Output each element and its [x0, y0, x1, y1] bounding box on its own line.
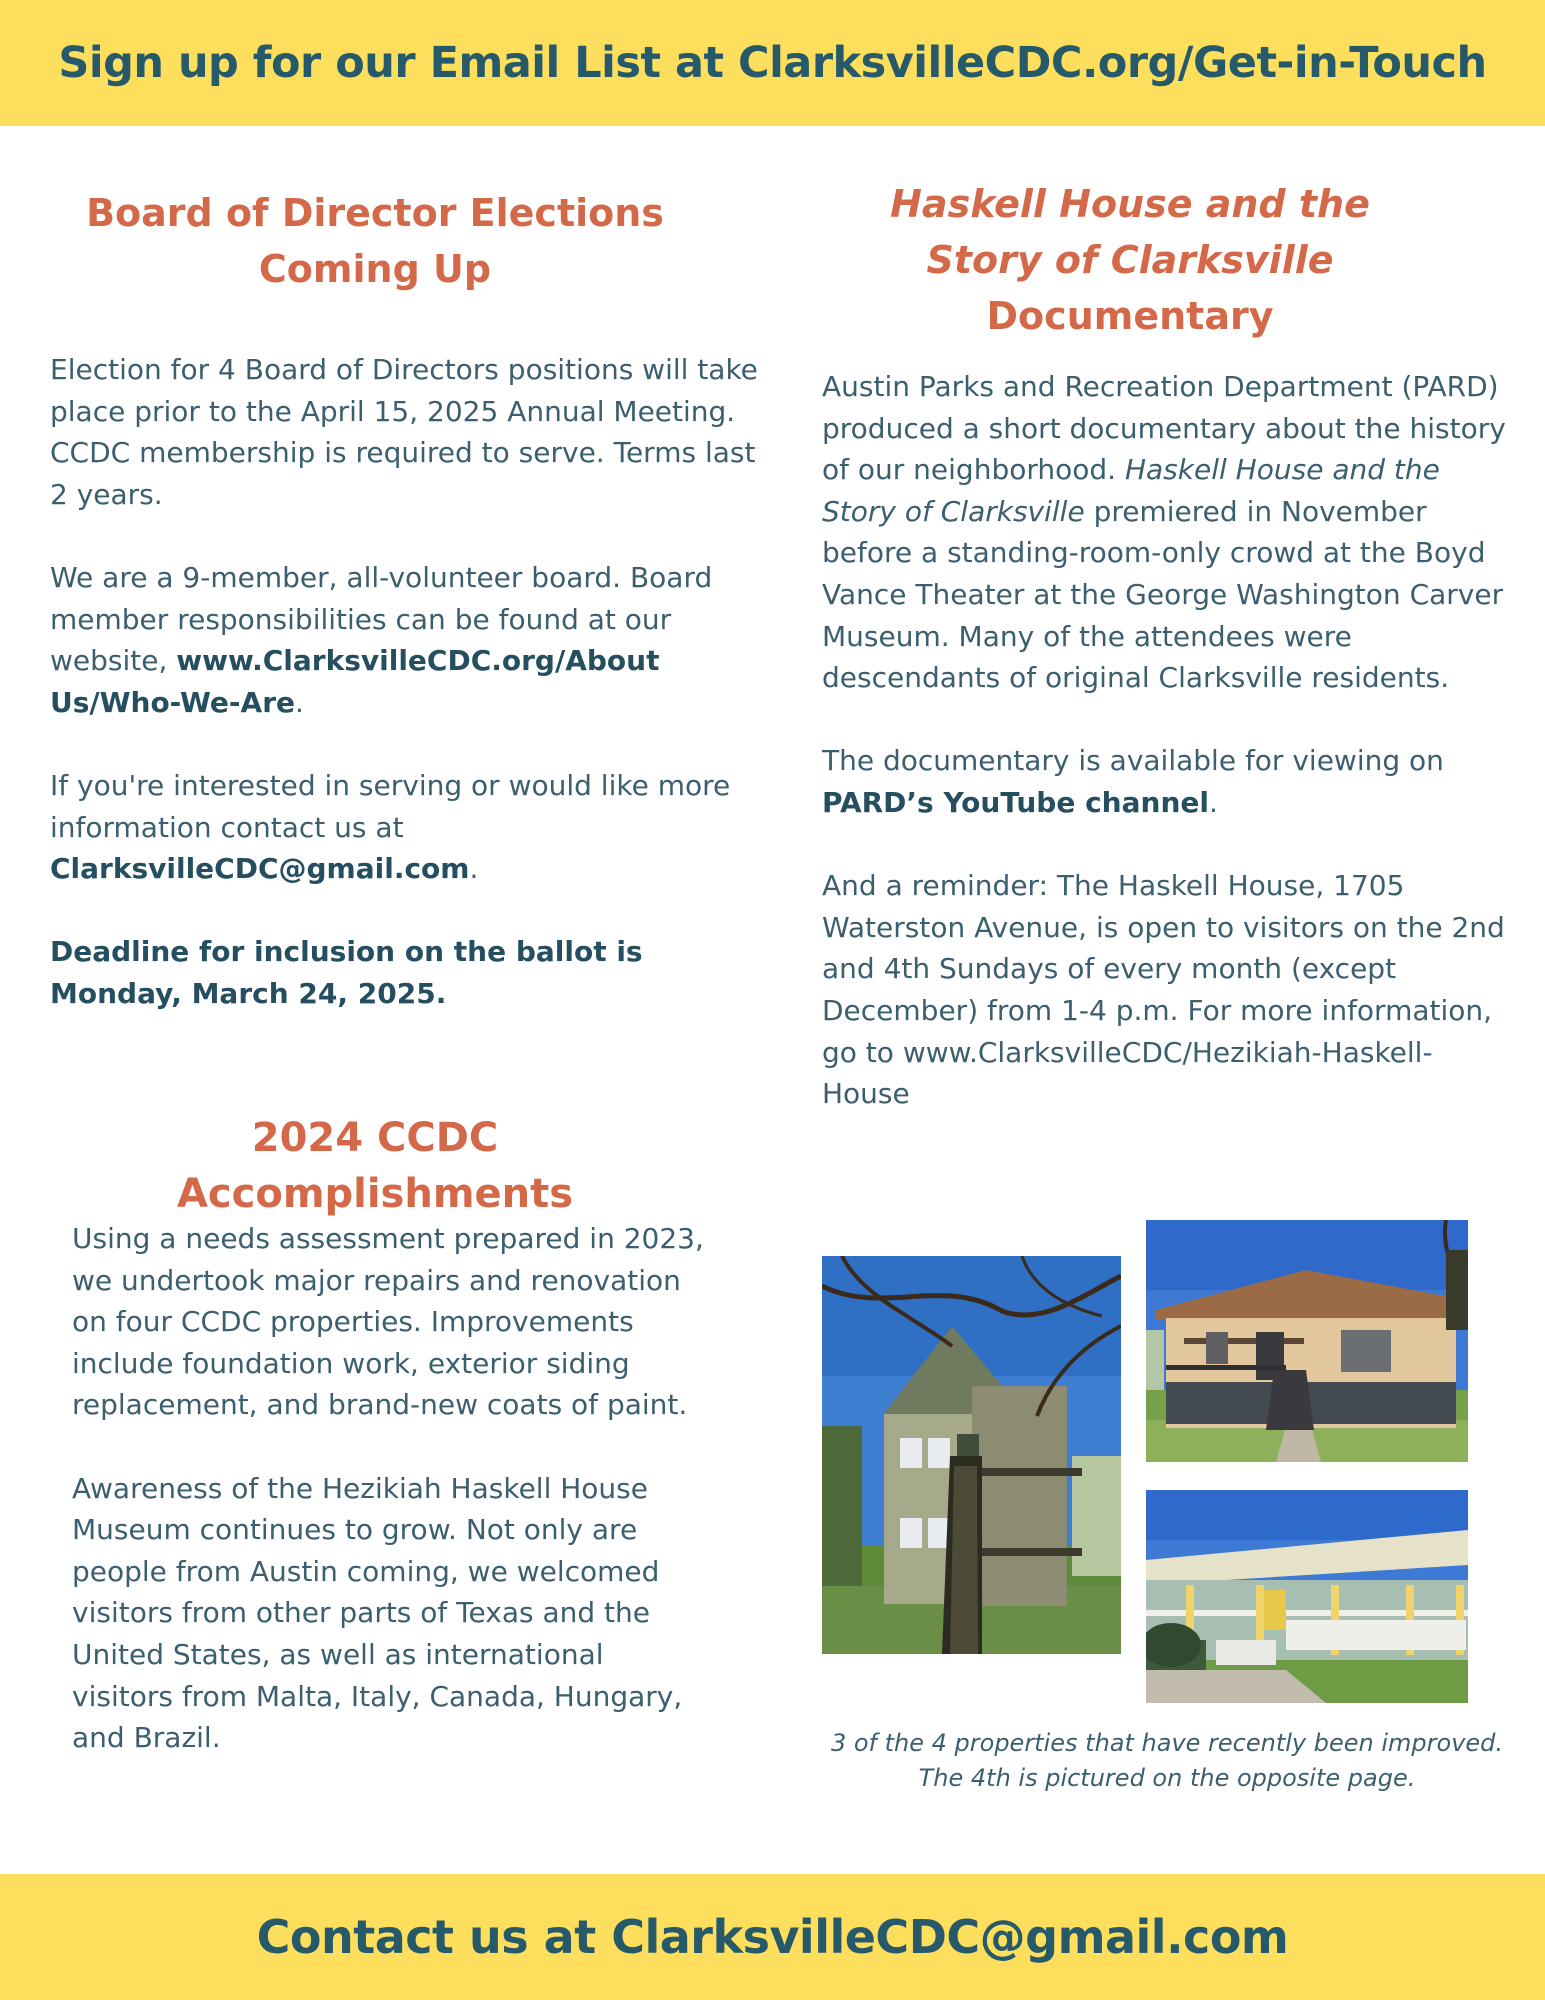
board-p2-end: . — [295, 685, 304, 719]
haskell-p2-end: . — [1208, 785, 1218, 819]
board-p2-text: We are a 9-member, all-volunteer board. Board member responsibilities can be found at our website, — [50, 560, 713, 678]
board-elections-heading — [50, 185, 700, 297]
haskell-heading-line1: Haskell House and the — [890, 182, 1370, 226]
board-paragraph-2 — [50, 557, 770, 723]
haskell-paragraph-3: And a reminder: The Haskell House, 1705 Waterston Avenue, is open to visitors on the 2nd and 4th Sundays of every month (except December) from 1-4 p.m. For more information, go to www.ClarksvilleCDC/Hezikiah-Haskell-House — [822, 869, 1505, 1111]
tan-bungalow-image — [1146, 1220, 1468, 1462]
contact-email-link[interactable]: ClarksvilleCDC@gmail.com — [50, 852, 470, 886]
accomplishments-body — [72, 1218, 712, 1759]
board-elections-body — [50, 349, 770, 1015]
haskell-documentary-body — [822, 366, 1512, 1115]
haskell-heading-line2: Story of Clarksville — [926, 238, 1334, 282]
contact-email-text[interactable]: Contact us at ClarksvilleCDC@gmail.com — [256, 1910, 1289, 1964]
email-signup-text[interactable]: Sign up for our Email List at ClarksvilleCDC.org/Get-in-Touch — [58, 38, 1487, 88]
green-porch-house-image — [1146, 1490, 1468, 1703]
board-paragraph-1: Election for 4 Board of Directors positions will take place prior to the April 15, 2025 Annual Meeting. CCDC membership is required to serve. Terms last 2 years. — [50, 353, 758, 511]
board-p3-end: . — [469, 852, 479, 886]
property-photo-two-story — [822, 1256, 1121, 1654]
haskell-heading-line3: Documentary — [986, 294, 1274, 338]
accomplishments-heading-text: 2024 CCDC Accomplishments — [176, 1115, 574, 1217]
board-heading-line2: Coming Up — [258, 247, 492, 291]
haskell-documentary-heading — [830, 176, 1430, 344]
haskell-paragraph-1 — [822, 366, 1512, 699]
who-we-are-link[interactable]: www.ClarksvilleCDC.org/About Us/Who-We-Are — [50, 644, 660, 719]
board-heading-line1: Board of Director Elections — [86, 191, 664, 235]
caption-line2: The 4th is pictured on the opposite page. — [918, 1764, 1416, 1792]
property-photo-tan-bungalow — [1146, 1220, 1468, 1462]
haskell-paragraph-2 — [822, 740, 1512, 823]
bottom-banner — [0, 1874, 1545, 2000]
two-story-house-image — [822, 1256, 1121, 1654]
board-p3-text: If you're interested in serving or would like more information contact us at — [50, 768, 731, 844]
property-photo-green-porch — [1146, 1490, 1468, 1703]
photo-caption — [822, 1726, 1512, 1796]
haskell-p1-rest: premiered in November before a standing-room-only crowd at the Boyd Vance Theater at the George Washington Carver Museum. Many of the attendees were descendants of original Clarksville residents. — [822, 494, 1504, 695]
documentary-title: Haskell House and the Story of Clarksville — [822, 453, 1440, 528]
caption-line1: 3 of the 4 properties that have recently been improved. — [830, 1729, 1504, 1757]
board-paragraph-3 — [50, 765, 770, 890]
accomplishments-paragraph-1: Using a needs assessment prepared in 2023, we undertook major repairs and renovation on four CCDC properties. Improvements include foundation work, exterior siding replacement, and brand-new coats of paint. — [72, 1222, 704, 1422]
haskell-p2-text: The documentary is available for viewing on — [822, 744, 1444, 778]
ballot-deadline-text: Deadline for inclusion on the ballot is Monday, March 24, 2025. — [50, 935, 643, 1010]
haskell-p1-text: Austin Parks and Recreation Department (PARD) produced a short documentary about the history of our neighborhood. — [822, 370, 1506, 487]
top-banner — [0, 0, 1545, 126]
ballot-deadline — [50, 931, 770, 1014]
accomplishments-paragraph-2: Awareness of the Hezikiah Haskell House Museum continues to grow. Not only are people from Austin coming, we welcomed visitors from other parts of Texas and the United States, as well as international visitors from Malta, Italy, Canada, Hungary, and Brazil. — [72, 1471, 683, 1755]
accomplishments-heading — [50, 1110, 700, 1222]
youtube-channel-link[interactable]: PARD’s YouTube channel — [822, 785, 1209, 819]
